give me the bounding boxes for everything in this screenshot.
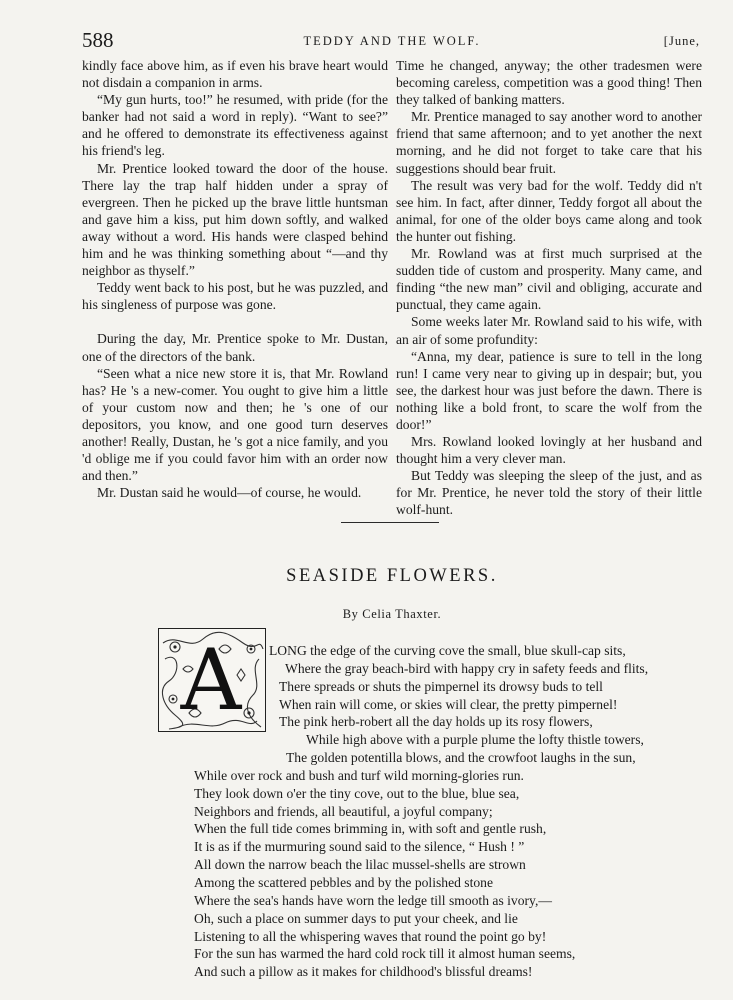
poem-line: While over rock and bush and turf wild morning-glories run. [194,767,524,783]
poem-line: The pink herb-robert all the day holds up its rosy flowers, [279,714,593,730]
poem-line: Listening to all the whispering waves that round the point go by! [194,928,547,944]
poem-line: Where the gray beach-bird with happy cry in safety feeds and flits, [285,660,649,676]
paragraph: Mr. Prentice managed to say another word to another friend that same afternoon; and to yet another the next morning, and he did not forget to take care that his suggestions should bear fruit. [396,109,702,176]
poem-line: And such a pillow as it makes for childhood's blissful dreams! [194,964,533,980]
poem-line: They look down o'er the tiny cove, out to the blue, blue sea, [194,785,520,801]
poem-line: It is as if the murmuring sound said to the silence, “ Hush ! ” [194,839,525,855]
paragraph: Mr. Prentice looked toward the door of the house. There lay the trap half hidden under a spray of evergreen. Then he picked up the brave little huntsman and gave him a kiss, put him down softly, and walked away without a word. His hands were clasped behind him and he was thinking something about “—and thy neighbor as thyself.” [82,160,388,279]
poem-line: When rain will come, or skies will clear, the pretty pimpernel! [279,696,618,712]
poem-line: When the full tide comes brimming in, with soft and gentle rush, [194,821,547,837]
drop-cap-letter: A [180,631,242,729]
poem-line: LONG the edge of the curving cove the small, blue skull-cap sits, [269,643,626,658]
poem-line: For the sun has warmed the hard cold rock till it almost human seems, [194,946,576,962]
paragraph: kindly face above him, as if even his brave heart would not disdain a companion in arms. [82,58,388,91]
poem-line: There spreads or shuts the pimpernel its drowsy buds to tell [279,678,603,694]
poem-title: SEASIDE FLOWERS. [286,566,498,586]
paragraph: Mr. Rowland was at first much surprised at the sudden tide of custom and prosperity. Many came, and finding “the new man” civil and obliging, accurate and punctual, they came again. [396,246,702,313]
poem-line: While high above with a purple plume the lofty thistle towers, [306,732,644,748]
paragraph: But Teddy was sleeping the sleep of the just, and as for Mr. Prentice, he never told the story of their little wolf-hunt. [396,468,702,518]
poem-line: Neighbors and friends, all beautiful, a joyful company; [194,803,493,819]
paragraph: During the day, Mr. Prentice spoke to Mr. Dustan, one of the directors of the bank. [82,331,388,364]
poem-line: The golden potentilla blows, and the crowfoot laughs in the sun, [286,750,636,766]
paragraph: “Anna, my dear, patience is sure to tell in the long run! I came very near to giving up in despair; but, you see, the darkest hour was just before the dawn. There is nothing like a bold front, to scare the wolf from the door!” [396,348,702,432]
right-column [396,57,702,519]
running-header [82,28,702,50]
running-month: [June, [663,34,700,48]
running-title: TEDDY AND THE WOLF. [303,34,481,48]
section-divider [341,522,439,523]
page-number: 588 [82,28,114,52]
poem-author: By Celia Thaxter. [342,607,442,621]
poem-body [194,642,714,981]
paragraph: Teddy went back to his post, but he was puzzled, and his singleness of purpose was gone. [82,280,388,313]
poem-line: Among the scattered pebbles and by the polished stone [194,874,493,890]
poem-line: Oh, such a place on summer days to put your cheek, and lie [194,910,518,926]
paragraph: Mrs. Rowland looked lovingly at her husband and thought him a very clever man. [396,434,702,467]
paragraph: “Seen what a nice new store it is, that Mr. Rowland has? He 's a new-comer. You ought to give him a little of your custom now and then; he 's one of our depositors, you know, and one good turn deserves another! Really, Dustan, he 's got a nice family, and you 'd oblige me if you could favor him with an order now and then.” [82,365,388,484]
paragraph: Mr. Dustan said he would—of course, he would. [97,485,362,501]
paragraph: The result was very bad for the wolf. Teddy did n't see him. In fact, after dinner, Teddy forgot all about the animal, for one of the older boys came along and took the hunter out fishing. [396,177,702,244]
poem-line: Where the sea's hands have worn the ledge till smooth as ivory,— [194,892,552,908]
poem-line: All down the narrow beach the lilac mussel-shells are strown [194,857,526,873]
paragraph: Time he changed, anyway; the other tradesmen were becoming careless, competition was a good thing! Then they talked of banking matters. [396,58,702,108]
paragraph: “My gun hurts, too!” he resumed, with pride (for the banker had not said a word in reply). “Want to see?” and he offered to demonstrate its effectiveness against his friend's leg. [82,92,388,159]
left-column [82,57,388,501]
paragraph: Some weeks later Mr. Rowland said to his wife, with an air of some profundity: [396,314,702,347]
